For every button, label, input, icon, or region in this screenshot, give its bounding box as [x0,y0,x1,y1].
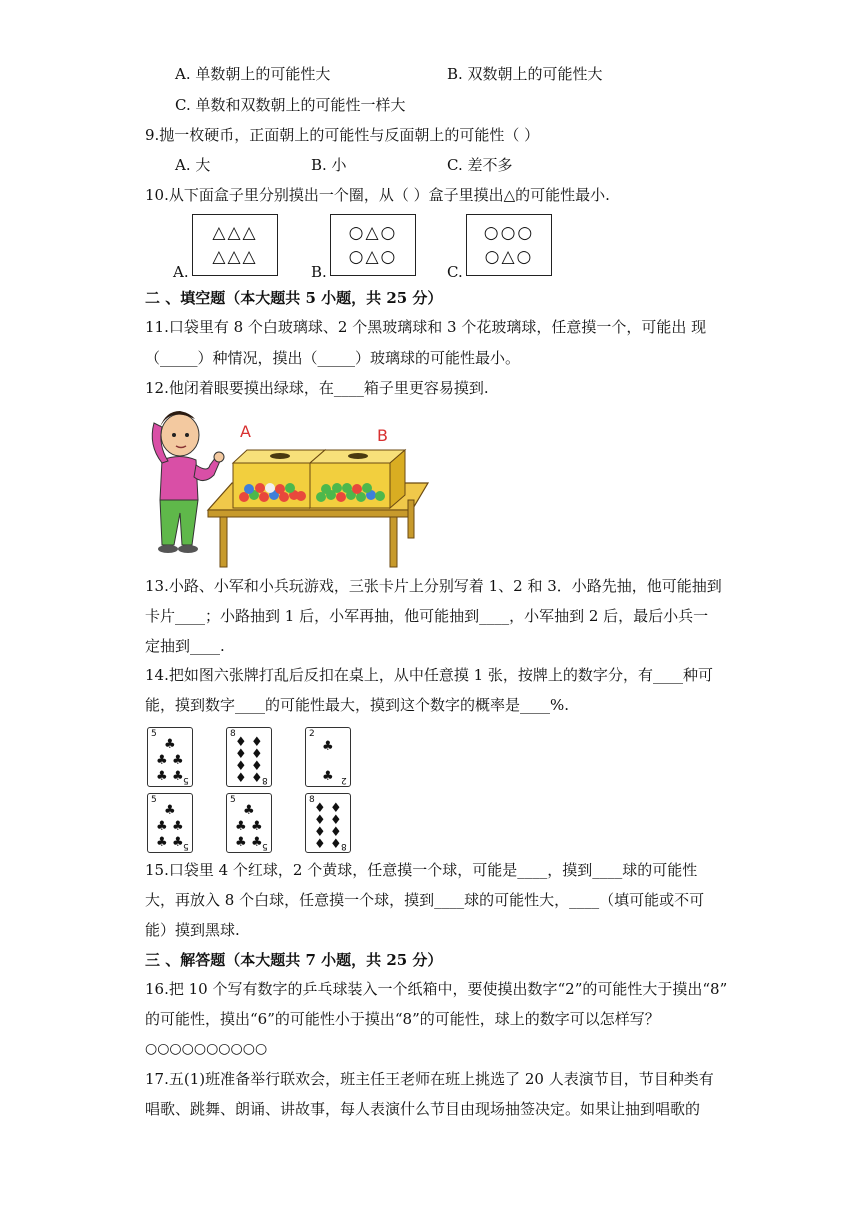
card-suit-icon: ♦ [330,813,342,828]
playing-card [147,793,193,853]
q10-label-a: A. [173,263,189,281]
card-suit-icon: ♣ [156,835,168,850]
q10-box-b [330,214,416,276]
q10-label-b: B. [311,263,327,281]
q9-option-a: A. 大 [175,156,211,174]
q10-box-b-row2: ○△○ [348,247,398,267]
card-suit-icon: ♣ [172,835,184,850]
card-suit-icon: ♦ [251,771,263,786]
q16-balls: ○○○○○○○○○○ [145,1041,268,1057]
card-rank-bottom: 5 [183,841,189,851]
q10-box-a-row2: △△△ [212,247,258,267]
card-suit-icon: ♣ [243,803,255,818]
card-suit-icon: ♣ [322,769,334,784]
q10-box-a [192,214,278,276]
card-suit-icon: ♦ [251,735,263,750]
card-rank: 8 [309,795,315,805]
card-suit-icon: ♣ [172,753,184,768]
q16-line1: 16.把 10 个写有数字的乒乓球装入一个纸箱中，要使摸出数字“2”的可能性大于摸出“8” [145,980,728,998]
card-suit-icon: ♣ [235,819,247,834]
q14-line1: 14.把如图六张牌打乱后反扣在桌上，从中任意摸 1 张，按牌上的数字分，有____种可 [145,666,713,684]
q10-box-b-row1: ○△○ [348,223,398,243]
q10-box-c-row1: ○○○ [483,223,535,243]
card-suit-icon: ♦ [251,759,263,774]
q13-line2: 卡片____；小路抽到 1 后，小军再抽，他可能抽到____，小军抽到 2 后，最后小兵一 [145,607,709,625]
q14-line2: 能，摸到数字____的可能性最大，摸到这个数字的概率是____%. [145,696,570,714]
q9-option-c: C. 差不多 [447,156,513,174]
q13-line3: 定抽到____. [145,637,225,655]
card-suit-icon: ♦ [235,759,247,774]
q11-line2: （_____）种情况，摸出（_____）玻璃球的可能性最小。 [145,349,521,367]
q10-box-c-row2: ○△○ [484,247,534,267]
q10-box-a-row1: △△△ [212,223,258,243]
card-suit-icon: ♦ [235,735,247,750]
box-a-label: A [240,422,251,441]
card-suit-icon: ♣ [164,737,176,752]
card-suit-icon: ♣ [172,769,184,784]
card-suit-icon: ♦ [314,801,326,816]
q17-line2: 唱歌、跳舞、朗诵、讲故事，每人表演什么节目由现场抽签决定。如果让抽到唱歌的 [145,1100,701,1118]
card-rank: 2 [309,729,315,739]
q8-option-a: A. 单数朝上的可能性大 [175,65,331,83]
card-suit-icon: ♣ [322,739,334,754]
card-suit-icon: ♣ [172,819,184,834]
q10-stem: 10.从下面盒子里分别摸出一个圈，从（ ）盒子里摸出△的可能性最小. [145,186,610,204]
card-rank-bottom: 5 [262,841,268,851]
card-rank-bottom: 2 [341,775,347,785]
q10-label-c: C. [447,263,463,281]
card-suit-icon: ♦ [235,747,247,762]
q13-line1: 13.小路、小军和小兵玩游戏，三张卡片上分别写着 1、2 和 3．小路先抽，他可能抽到 [145,577,722,595]
q17-line1: 17.五(1)班准备举行联欢会，班主任王老师在班上挑选了 20 人表演节目，节目种类有 [145,1070,714,1088]
q11-line1: 11.口袋里有 8 个白玻璃球、2 个黑玻璃球和 3 个花玻璃球，任意摸一个，可能出 现 [145,318,707,336]
card-rank: 5 [151,795,157,805]
q15-line1: 15.口袋里 4 个红球，2 个黄球，任意摸一个球，可能是____，摸到____球的可能性 [145,861,698,879]
q10-box-c [466,214,552,276]
q15-line2: 大，再放入 8 个白球，任意摸一个球，摸到____球的可能性大，____（填可能或不可 [145,891,705,909]
card-rank-bottom: 8 [341,841,347,851]
card-rank-bottom: 8 [262,775,268,785]
card-rank: 8 [230,729,236,739]
card-suit-icon: ♦ [330,801,342,816]
card-suit-icon: ♦ [330,837,342,852]
q8-option-b: B. 双数朝上的可能性大 [447,65,603,83]
card-suit-icon: ♣ [251,819,263,834]
card-rank: 5 [230,795,236,805]
box-b-label: B [377,426,388,445]
card-suit-icon: ♦ [251,747,263,762]
card-suit-icon: ♦ [314,837,326,852]
boy-figure [152,411,224,553]
card-suit-icon: ♦ [314,813,326,828]
card-suit-icon: ♣ [156,753,168,768]
card-rank: 5 [151,729,157,739]
q9-stem: 9.抛一枚硬币，正面朝上的可能性与反面朝上的可能性（ ） [145,126,540,144]
q12-stem: 12.他闭着眼要摸出绿球，在____箱子里更容易摸到. [145,379,489,397]
q16-line2: 的可能性，摸出“6”的可能性小于摸出“8”的可能性，球上的数字可以怎样写？ [145,1010,660,1028]
section-2-heading: 二 、填空题（本大题共 5 小题，共 25 分） [145,289,443,307]
card-suit-icon: ♣ [156,769,168,784]
card-suit-icon: ♣ [251,835,263,850]
card-suit-icon: ♣ [164,803,176,818]
card-suit-icon: ♦ [330,825,342,840]
q15-line3: 能）摸到黑球. [145,921,240,939]
card-suit-icon: ♣ [156,819,168,834]
boy-boxes-illustration [140,405,430,570]
playing-card [305,727,351,787]
playing-card [147,727,193,787]
card-suit-icon: ♦ [314,825,326,840]
playing-card [305,793,351,853]
playing-card [226,793,272,853]
box-b [310,450,405,508]
card-rank-bottom: 5 [183,775,189,785]
q9-option-b: B. 小 [311,156,347,174]
card-suit-icon: ♦ [235,771,247,786]
playing-card [226,727,272,787]
section-3-heading: 三 、解答题（本大题共 7 小题，共 25 分） [145,951,443,969]
card-suit-icon: ♣ [235,835,247,850]
q8-option-c: C. 单数和双数朝上的可能性一样大 [175,96,406,114]
